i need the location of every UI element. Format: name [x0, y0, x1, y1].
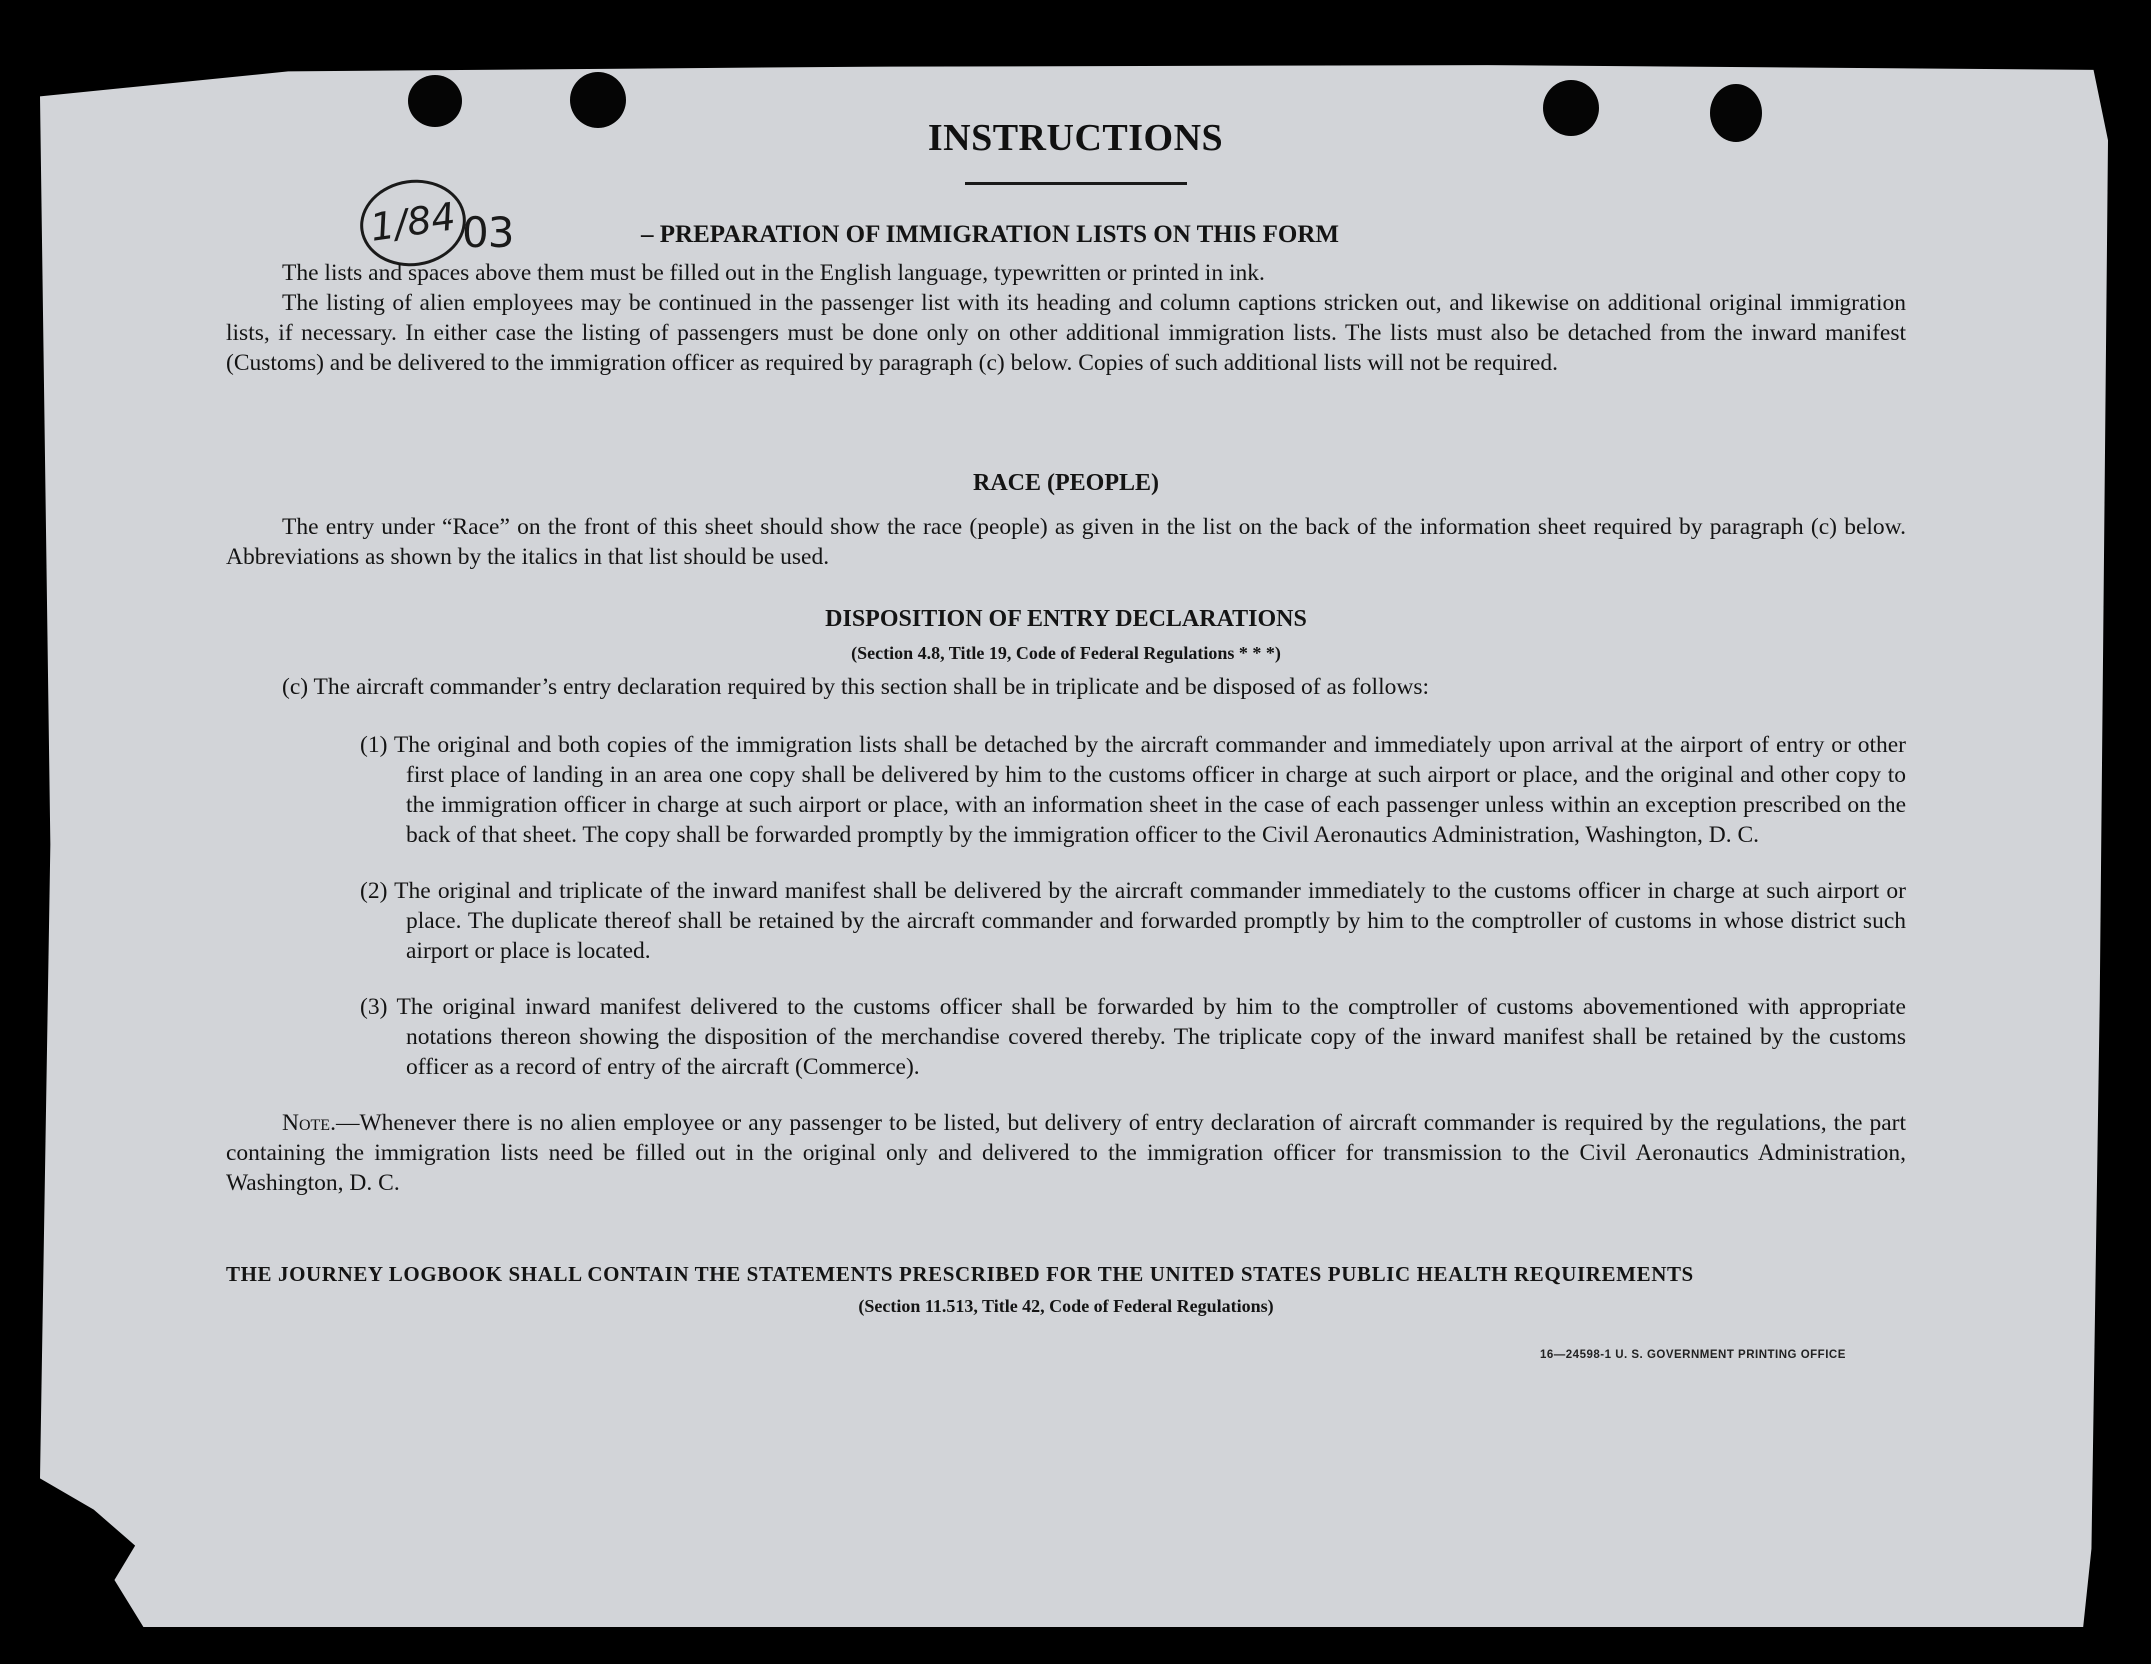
paragraph: The listing of alien employees may be continued in the passenger list with its heading and column captions stricken out, and likewise on additional original immigration lists, if necessary. In either case the listing of passengers must be done only on other additional immigration lists. The lists must also be detached from the inward manifest (Customs) and be delivered to the immigration officer as required by paragraph (c) below. Copies of such additional lists will not be required.: [226, 290, 1906, 376]
section-race: [226, 468, 1906, 572]
paragraph: The entry under “Race” on the front of this sheet should show the race (people) as given in the list on the back of the information sheet required by paragraph (c) below. Abbreviations as shown by the italics in that list should be used.: [226, 514, 1906, 570]
handwritten-stamp: 1/84: [355, 173, 472, 273]
footer: [226, 1259, 1906, 1321]
paragraph-c: (c) The aircraft commander’s entry declaration required by this section shall be in triplicate and be disposed of as follows:: [282, 674, 1429, 700]
section-heading: – PREPARATION OF IMMIGRATION LISTS ON THIS FORM: [641, 221, 1339, 248]
list-item: (2) The original and triplicate of the inward manifest shall be delivered by the aircraft commander immediately to the customs officer in charge at such airport or place. The duplicate thereof shall be retained by the aircraft commander and forwarded promptly by him to the comptroller of customs in whose district such airport or place is located.: [360, 878, 1906, 964]
bleed-through-text: [245, 160, 270, 209]
printer-imprint: 16—24598-1 U. S. GOVERNMENT PRINTING OFFICE: [1540, 1349, 1846, 1361]
list-item: (1) The original and both copies of the immigration lists shall be detached by the aircraft commander and immediately upon arrival at the airport of entry or other first place of landing in an area one copy shall be delivered by him to the customs officer in charge at such airport or place, and the original and other copy to the immigration officer in charge at such airport or place, with an information sheet in the case of each passenger unless within an exception prescribed on the back of that sheet. The copy shall be forwarded promptly by the immigration officer to the Civil Aeronautics Administration, Washington, D. C.: [360, 732, 1906, 848]
note-text: —Whenever there is no alien employee or any passenger to be listed, but delivery of entry declaration of aircraft commander is required by the regulations, the part containing the immigration lists need be filled out in the original only and delivered to the immigration officer for transmission to the Civil Aeronautics Administration, Washington, D. C.: [226, 1110, 1906, 1196]
section-heading: RACE (PEOPLE): [973, 470, 1159, 496]
paragraph: The lists and spaces above them must be filled out in the English language, typewritten or printed in ink.: [282, 260, 1265, 286]
section-heading: DISPOSITION OF ENTRY DECLARATIONS: [825, 606, 1307, 632]
stamp-number: 03: [462, 208, 514, 257]
footer-statement: THE JOURNEY LOGBOOK SHALL CONTAIN THE STATEMENTS PRESCRIBED FOR THE UNITED STATES PUBLIC HEALTH REQUIREMENTS: [226, 1262, 1694, 1286]
section-subheading: (Section 4.8, Title 19, Code of Federal Regulations * * *): [851, 643, 1281, 663]
page-title: INSTRUCTIONS: [927, 117, 1224, 159]
section-disposition: [226, 604, 1906, 1198]
section-preparation: [226, 220, 1906, 378]
footer-citation: (Section 11.513, Title 42, Code of Federal Regulations): [858, 1296, 1274, 1316]
list-item: (3) The original inward manifest delivered to the customs officer shall be forwarded by him to the comptroller of customs abovementioned with appropriate notations thereon showing the disposition of the merchandise covered thereby. The triplicate copy of the inward manifest shall be retained by the customs officer as a record of entry of the aircraft (Commerce).: [360, 994, 1906, 1080]
title-underline: [965, 182, 1187, 185]
note-paragraph: [226, 1108, 1906, 1198]
note-label: Note.: [282, 1110, 336, 1136]
